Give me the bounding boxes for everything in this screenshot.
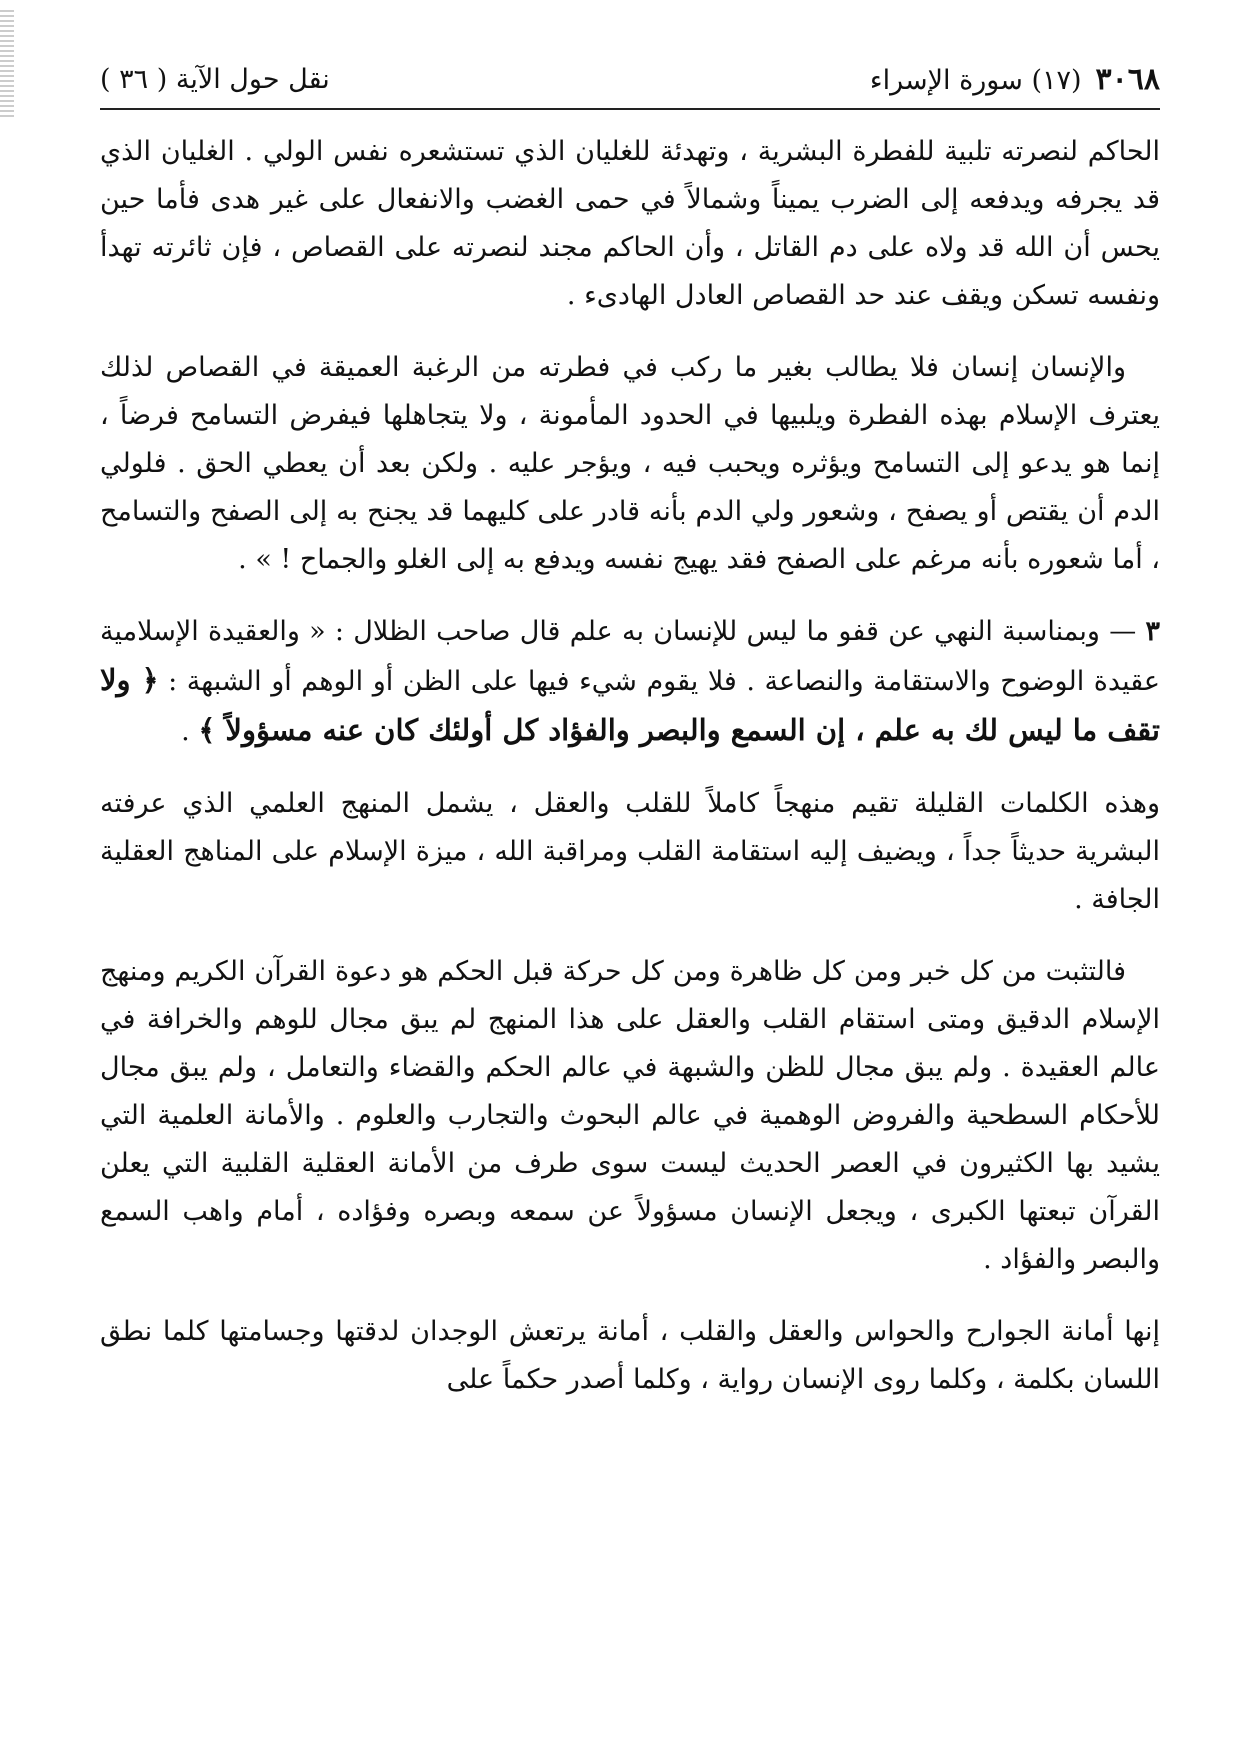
section-title: نقل حول الآية ( ٣٦ ): [100, 64, 330, 95]
header-right: [870, 56, 1160, 105]
running-header: [100, 56, 1160, 110]
book-page: [100, 56, 1160, 1716]
paragraph-6: إنها أمانة الجوارح والحواس والعقل والقلب ، أمانة يرتعش الوجدان لدقتها وجسامتها كلما نطق اللسان بكلمة ، وكلما روى الإنسان رواية ، وكلما أصدر حكماً على: [100, 1316, 1160, 1395]
paragraph-4: وهذه الكلمات القليلة تقيم منهجاً كاملاً للقلب والعقل ، يشمل المنهج العلمي الذي عرفته البشرية حديثاً جداً ، ويضيف إليه استقامة القلب ومراقبة الله ، ميزة الإسلام على المناهج العقلية الجافة .: [100, 788, 1160, 915]
paragraph-2: والإنسان إنسان فلا يطالب بغير ما ركب في فطرته من الرغبة العميقة في القصاص لذلك يعترف الإسلام بهذه الفطرة ويلبيها في الحدود المأمونة ، ولا يتجاهلها فيفرض التسامح فرضاً ، إنما هو يدعو إلى التسامح ويؤثره ويحبب فيه ، ويؤجر عليه . ولكن بعد أن يعطي الحق . فلولي الدم أن يقتص أو يصفح ، وشعور ولي الدم بأنه قادر على كليهما قد يجنح به إلى الصفح والتسامح ، أما شعوره بأنه مرغم على الصفح فقد يهيج نفسه ويدفع به إلى الغلو والجماح ! » .: [100, 352, 1160, 575]
paragraph-5: فالتثبت من كل خبر ومن كل ظاهرة ومن كل حركة قبل الحكم هو دعوة القرآن الكريم ومنهج الإسلام الدقيق ومتى استقام القلب والعقل على هذا المنهج لم يبق مجال للوهم والخرافة في عالم العقيدة . ولم يبق مجال للظن والشبهة في عالم الحكم والقضاء والتعامل ، ولم يبق مجال للأحكام السطحية والفروض الوهمية في عالم البحوث والتجارب والعلوم . والأمانة العلمية التي يشيد بها الكثيرون في العصر الحديث ليست سوى طرف من الأمانة العقلية القلبية التي يعلن القرآن تبعتها الكبرى ، ويجعل الإنسان مسؤولاً عن سمعه وبصره وفؤاده ، أمام واهب السمع والبصر والفؤاد .: [100, 956, 1160, 1275]
paragraph-3: [100, 608, 1160, 756]
paragraph-3-intro: — وبمناسبة النهي عن قفو ما ليس للإنسان به علم قال صاحب الظلال : « والعقيدة الإسلامية عقيدة الوضوح والاستقامة والنصاعة . فلا يقوم شيء فيها على الظن أو الوهم أو الشبهة :: [100, 616, 1160, 697]
paragraph-1: الحاكم لنصرته تلبية للفطرة البشرية ، وتهدئة للغليان الذي تستشعره نفس الولي . الغليان الذي قد يجرفه ويدفعه إلى الضرب يميناً وشمالاً في حمى الغضب والانفعال على غير هدى فأما حين يحس أن الله قد ولاه على دم القاتل ، وأن الحاكم مجند لنصرته على القصاص ، فإن ثائرته تهدأ ونفسه تسكن ويقف عند حد القصاص العادل الهادىء .: [100, 136, 1160, 311]
quran-verse: ﴿ ولا تقف ما ليس لك به علم ، إن السمع والبصر والفؤاد كل أولئك كان عنه مسؤولاً ﴾: [100, 663, 1160, 747]
item-number: ٣: [1145, 616, 1160, 647]
page-body: [100, 128, 1160, 1404]
surah-title: (١٧) سورة الإسراء: [869, 65, 1082, 96]
scan-edge-noise: [0, 10, 14, 120]
paragraph-3-end: .: [181, 716, 199, 747]
page-number: ٣٠٦٨: [1095, 62, 1160, 97]
